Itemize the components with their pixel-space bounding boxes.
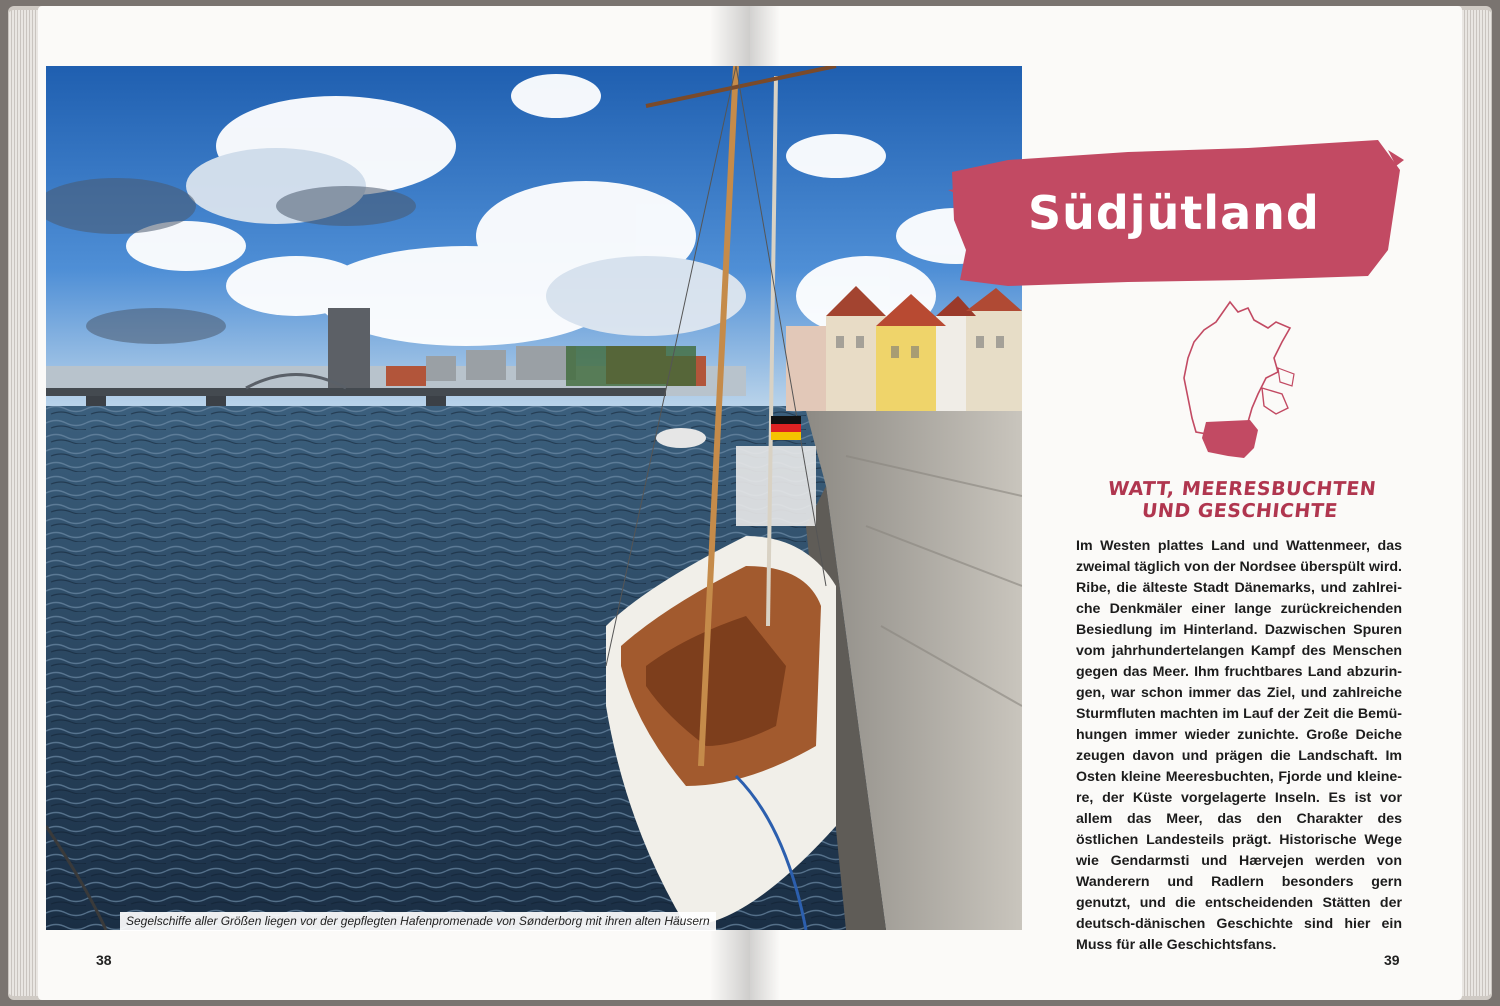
chapter-title: Südjütland <box>1028 186 1320 240</box>
photo-caption: Segelschiffe aller Größen liegen vor der gepflegten Hafenpromenade von Sønderborg mit ihren alten Häusern <box>120 912 716 931</box>
harbor-photo-illustration <box>46 66 1022 930</box>
subheading-line-1: WATT, MEERESBUCHTEN <box>1106 478 1378 500</box>
harbor-photo <box>46 66 1022 930</box>
page-number-right: 39 <box>1384 952 1400 968</box>
subheading-line-2: UND GESCHICHTE <box>1140 500 1339 522</box>
denmark-map-icon <box>1178 298 1298 464</box>
chapter-body-text: Im Westen plattes Land und Wattenmeer, das zweimal täglich von der Nordsee überspült wird. Ribe, die älteste Stadt Dänemarks, und zahlreiche Denkmäler einer lange zurückreichenden Besiedlung im Hinterland. Dazwischen Spuren vom jahrhundertelangen Kampf des Menschen gegen das Meer. Ihm fruchtbares Land abzuringen, war schon immer das Ziel, und zahlreiche Sturmfluten machten im Lauf der Zeit die Bemühungen immer wieder zunichte. Große Deiche zeugen davon und prägen die Landschaft. Im Osten kleine Meeresbuchten, Fjorde und kleinere, der Küste vorgelagerte Inseln. Es ist vor allem das Meer, das den Charakter des östlichen Landesteils prägt. Historische Wege wie Gendarmsti und Hærvejen werden von Wanderern und Radlern besonders gern genutzt, und die entscheidenden Stätten der deutsch-dänischen Geschichte sind hier ein Muss für alle Geschichtsfans. <box>1076 538 1402 953</box>
page-number-left: 38 <box>96 952 112 968</box>
chapter-subheading <box>1074 478 1409 522</box>
page-edges-left <box>8 10 38 996</box>
page-edges-right <box>1462 10 1492 996</box>
